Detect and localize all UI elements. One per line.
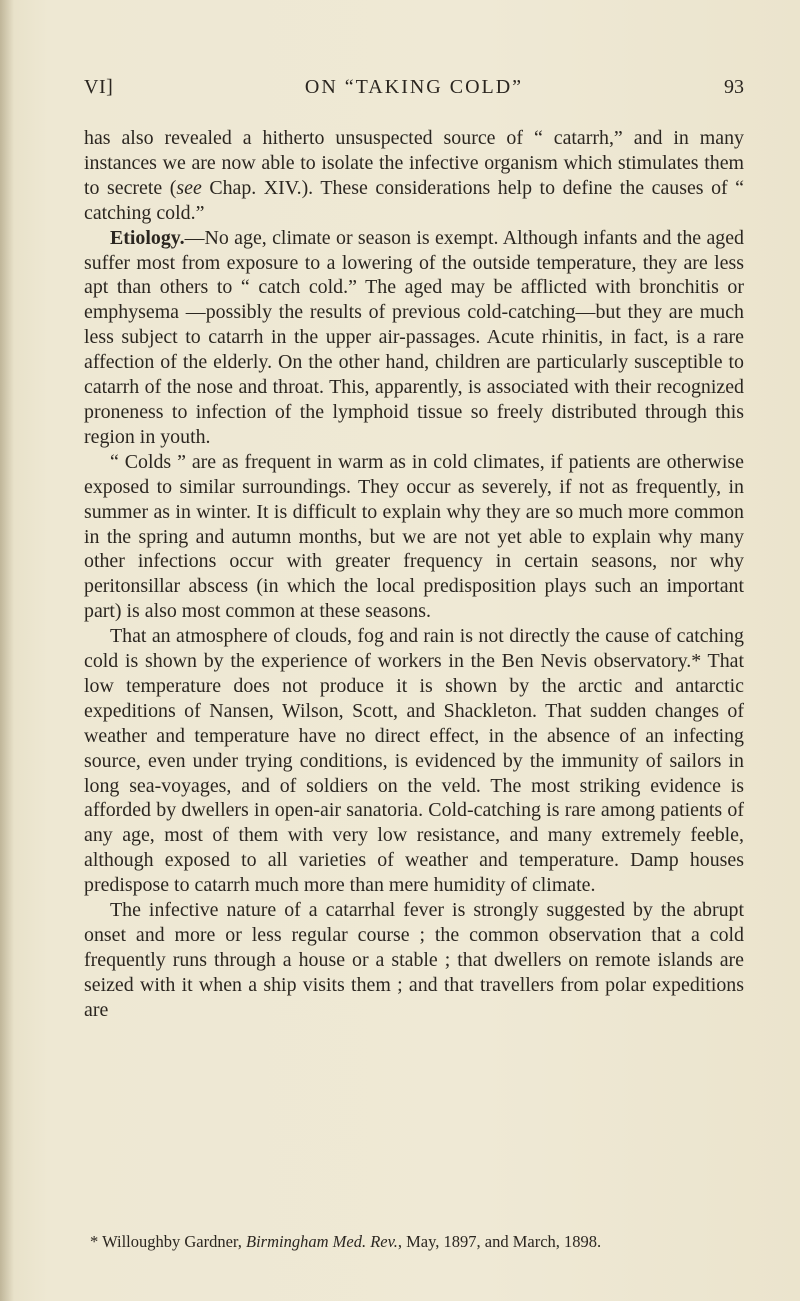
footnote-source: Birmingham Med. Rev. bbox=[246, 1232, 398, 1251]
footnote-author: * Willoughby Gardner, bbox=[90, 1232, 247, 1251]
running-title: ON “TAKING COLD” bbox=[304, 76, 524, 98]
footnote bbox=[84, 1232, 744, 1252]
paragraph-etiology-text: —No age, climate or season is exempt. Although infants and the aged suffer most from exposure to a lowering of the outside temperature, they are less apt than others to “ catch cold.” The aged may be afflicted with bronchitis or emphysema —possibly the results of previous cold-catching—but they are much less subject to catarrh in the upper air-passages. Acute rhinitis, in fact, is a rare affection of the elderly. On the other hand, children are particularly susceptible to catarrh of the nose and throat. This, apparently, is associated with their recognized proneness to infection of the lymphoid tissue so freely distributed through this region in youth. bbox=[84, 226, 744, 448]
spine-shadow bbox=[0, 0, 14, 1301]
paragraph-1-text: has also revealed a hitherto unsuspected source of “ catarrh,” and in many instances we are now able to isolate the infective organism which stimulates them to secrete ( bbox=[84, 127, 744, 199]
page-number: 93 bbox=[724, 76, 744, 98]
paragraph-1 bbox=[84, 126, 744, 226]
running-header bbox=[84, 76, 744, 106]
chapter-number: VI] bbox=[84, 76, 114, 98]
section-heading-etiology: Etiology. bbox=[110, 226, 185, 249]
paragraph-5: The infective nature of a catarrhal fever is strongly suggested by the abrupt onset and more or less regular course ; the common observation that a cold frequently runs through a house or a stable ; that dwellers on remote islands are seized with it when a ship visits them ; and that travellers from polar expeditions are bbox=[84, 899, 744, 1021]
body-text bbox=[84, 126, 744, 1023]
paragraph-4: That an atmosphere of clouds, fog and rain is not directly the cause of catching cold is shown by the experience of workers in the Ben Nevis observatory.* That low temperature does not produce it is shown by the arctic and antarctic expeditions of Nansen, Wilson, Scott, and Shackleton. That sudden changes of weather and temperature have no direct effect, in the absence of an infecting source, even under trying conditions, is evidenced by the immunity of sailors in long sea-voyages, and of soldiers on the veld. The most striking evidence is afforded by dwellers in open-air sanatoria. Cold-catching is rare among patients of any age, most of them with very low resistance, and many extremely feeble, although exposed to all varieties of weather and temperature. Damp houses predispose to catarrh much more than mere humidity of climate. bbox=[84, 625, 744, 897]
paragraph-etiology bbox=[84, 226, 744, 450]
see-reference: see bbox=[176, 176, 202, 199]
paragraph-3: “ Colds ” are as frequent in warm as in cold climates, if patients are otherwise exposed to similar surroundings. They occur as severely, if not as frequently, in summer as in winter. It is difficult to explain why they are so much more common in the spring and autumn months, but we are not yet able to explain why many other infections occur with greater frequency in certain seasons, nor why peritonsillar abscess (in which the local predisposition plays such an important part) is also most common at these seasons. bbox=[84, 450, 744, 623]
paragraph-1-end: Chap. XIV.). These considerations help to define the causes of “ catching cold.” bbox=[84, 176, 744, 224]
footnote-dates: , May, 1897, and March, 1898. bbox=[397, 1232, 602, 1251]
